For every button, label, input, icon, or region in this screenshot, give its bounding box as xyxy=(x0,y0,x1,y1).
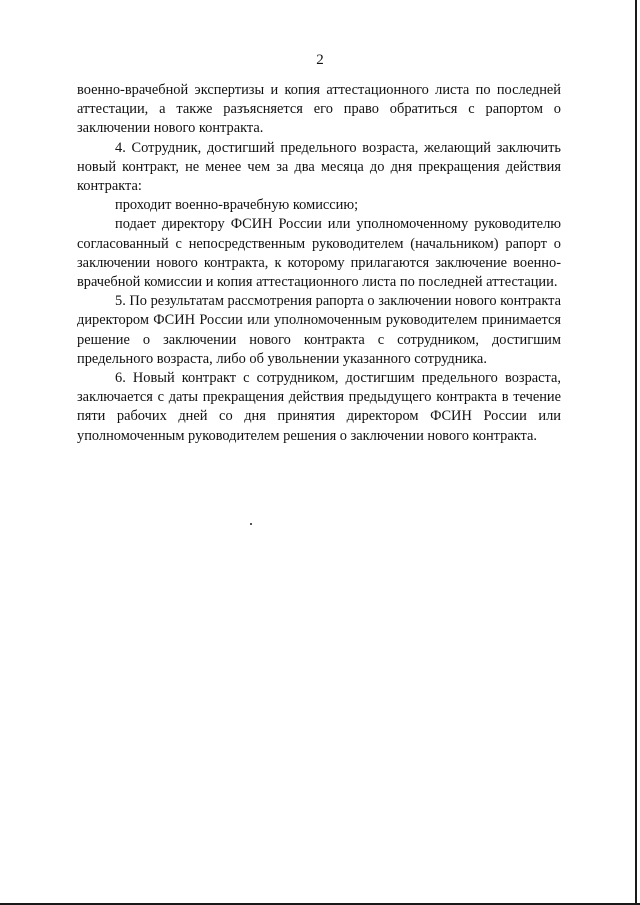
document-body xyxy=(77,81,561,446)
paragraph-item-5: 5. По результатам рассмотрения рапорта о заключении нового контракта директором ФСИН России или уполномоченным руководителем принимается решение о заключении нового контракта с сотрудником, достигшим предельного возраста, либо об увольнении указанного сотрудника. xyxy=(77,293,561,367)
scan-edge-right xyxy=(635,0,637,905)
paragraph-continuation: военно-врачебной экспертизы и копия аттестационного листа по последней аттестации, а также разъясняется его право обратиться с рапортом о заключении нового контракта. xyxy=(77,82,561,137)
scan-speck xyxy=(250,523,252,525)
paragraph-item-6: 6. Новый контракт с сотрудником, достигшим предельного возраста, заключается с даты прекращения действия предыдущего контракта в течение пяти рабочих дней со дня принятия директором ФСИН России или уполномоченным руководителем решения о заключении нового контракта. xyxy=(77,370,561,444)
paragraph-item-4-sub-1: проходит военно-врачебную комиссию; xyxy=(115,197,359,214)
paragraph-item-4: 4. Сотрудник, достигший предельного возраста, желающий заключить новый контракт, не менее чем за два месяца до дня прекращения действия контракта: xyxy=(77,139,561,195)
page-number: 2 xyxy=(316,52,324,68)
paragraph-item-4-sub-2: подает директору ФСИН России или уполномоченному руководителю согласованный с непосредственным руководителем (начальником) рапорт о заключении нового контракта, к которому прилагаются заключение военно-врачебной комиссии и копия аттестационного листа по последней аттестации. xyxy=(77,216,561,291)
